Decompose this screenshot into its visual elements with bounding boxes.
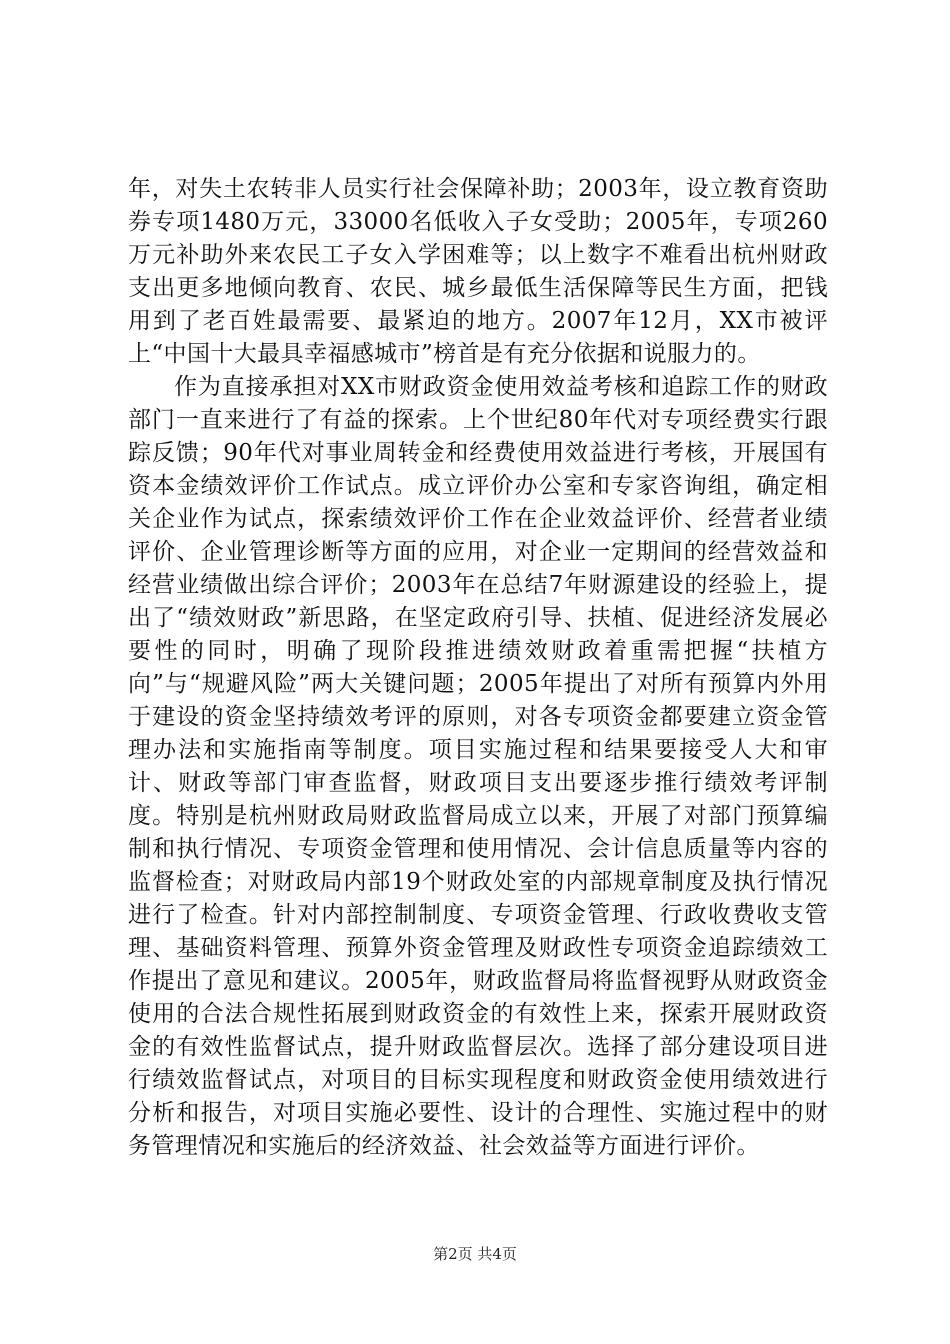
document-body [128,173,828,1163]
paragraph-continuation: 年，对失土农转非人员实行社会保障补助；2003年，设立教育资助券专项1480万元，33000名低收入子女受助；2005年，专项260万元补助外来农民工子女入学困难等；以上数字不难看出杭州财政支出更多地倾向教育、农民、城乡最低生活保障等民生方面，把钱用到了老百姓最需要、最紧迫的地方。2007年12月，XX市被评上“中国十大最具幸福感城市”榜首是有充分依据和说服力的。 [128,176,828,367]
paragraph-finance-supervision: 作为直接承担对XX市财政资金使用效益考核和追踪工作的财政部门一直来进行了有益的探索。上个世纪80年代对专项经费实行跟踪反馈；90年代对事业周转金和经费使用效益进行考核，开展国有资本金绩效评价工作试点。成立评价办公室和专家咨询组，确定相关企业作为试点，探索绩效评价工作在企业效益评价、经营者业绩评价、企业管理诊断等方面的应用，对企业一定期间的经营效益和经营业绩做出综合评价；2003年在总结7年财源建设的经验上，提出了“绩效财政”新思路，在坚定政府引导、扶植、促进经济发展必要性的同时，明确了现阶段推进绩效财政着重需把握“扶植方向”与“规避风险”两大关键问题；2005年提出了对所有预算内外用于建设的资金坚持绩效考评的原则，对各专项资金都要建立资金管理办法和实施指南等制度。项目实施过程和结果要接受人大和审计、财政等部门审查监督，财政项目支出要逐步推行绩效考评制度。特别是杭州财政局财政监督局成立以来，开展了对部门预算编制和执行情况、专项资金管理和使用情况、会计信息质量等内容的监督检查；对财政局内部19个财政处室的内部规章制度及执行情况进行了检查。针对内部控制制度、专项资金管理、行政收费收支管理、基础资料管理、预算外资金管理及财政性专项资金追踪绩效工作提出了意见和建议。2005年，财政监督局将监督视野从财政资金使用的合法合规性拓展到财政资金的有效性上来，探索开展财政资金的有效性监督试点，提升财政监督层次。选择了部分建设项目进行绩效监督试点，对项目的目标实现程度和财政资金使用绩效进行分析和报告，对项目实施必要性、设计的合理性、实施过程中的财务管理情况和实施后的经济效益、社会效益等方面进行评价。 [128,374,828,1159]
page-footer [0,1244,950,1264]
page-number-label: 第2页 共4页 [433,1245,517,1263]
